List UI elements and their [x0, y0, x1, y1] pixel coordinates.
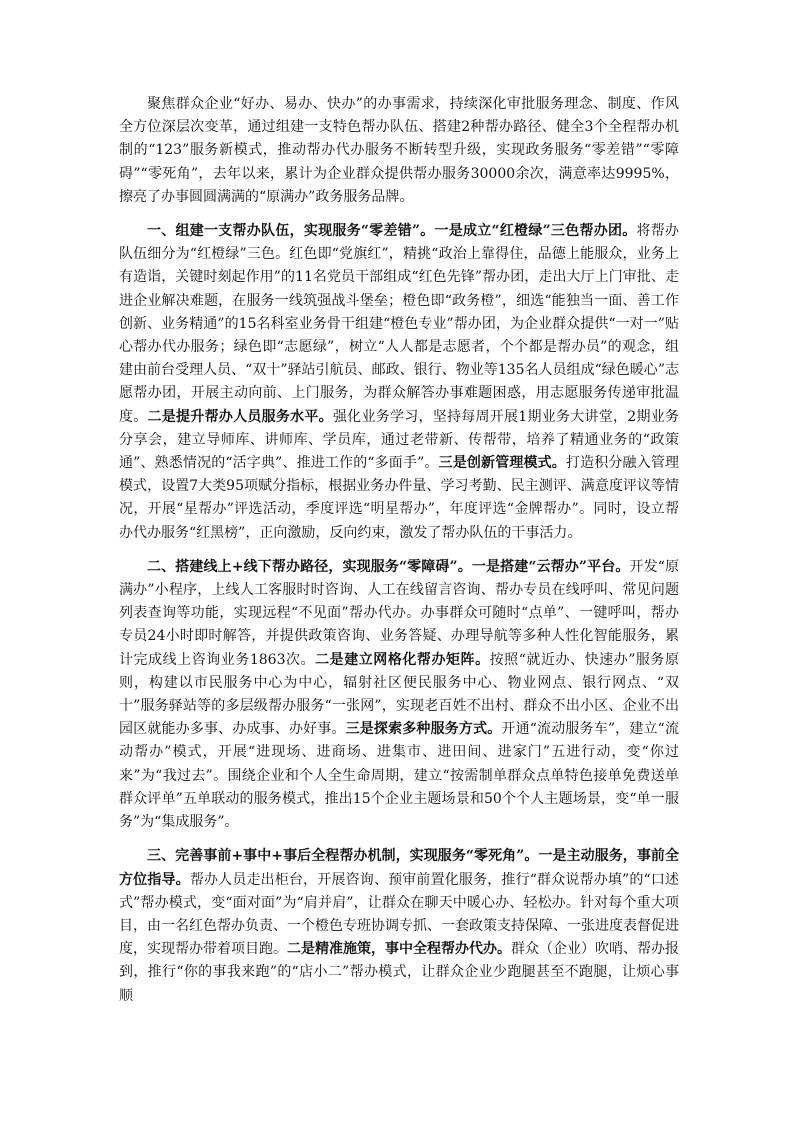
- text-run: 打造积分融入管理模式，设置7大类95项赋分指标，根据业务办件量、学习考勤、民主测评、满意度评议等情况，开展“星帮办”评选活动，季度评选“明星帮办”，年度评选“金牌帮办”。同时，设立帮办代办服务“红黑榜”，正向激励，反向约束，激发了帮办队伍的干事活力。: [119, 455, 680, 541]
- subsection-heading: 二是精准施策，事中全程帮办代办。: [287, 941, 511, 958]
- text-run: 开通“流动服务车”，建立“流动帮办”模式，开展“进现场、进商场、进集市、进田间、进家门”五进行动，变“你过来”为“我过去”。围绕企业和个人全生命周期，建立“按需制单群众点单特色接单免费送单群众评单”五单联动的服务模式，推出15个企业主题场景和50个个人主题场景，变“单一服务”为“集成服务”。: [119, 721, 679, 831]
- section-heading: 一、组建一支帮办队伍，实现服务“零差错”。一是成立“红橙绿”三色帮办团。: [147, 223, 637, 240]
- text-run: 帮办人员走出柜台，开展咨询、预审前置化服务，推行“群众说帮办填”的“口述式”帮办模式，变“面对面”为“肩并肩”，让群众在聊天中暖心办、轻松办。针对每个重大项目，由一名红色帮办负责、一个橙色专班协调专抓、一套政策支持保障、一张进度表督促进度，实现帮办带着项目跑。: [119, 871, 679, 958]
- text-run: 开发“原满办”小程序，上线人工客服时时咨询、人工在线留言咨询、帮办专员在线呼叫、常见问题列表查询等功能，实现远程“不见面”帮办代办。办事群众可随时“点单”、一键呼叫，帮办专员24小时即时解答，并提供政策咨询、业务答疑、办理导航等多种人性化智能服务，累计完成线上咨询业务1863次。: [119, 558, 679, 668]
- section-three-paragraph: [119, 845, 679, 1007]
- text-run: 按照“就近办、快速办”服务原则，构建以市民服务中心为中心，辐射社区便民服务中心、物业网点、银行网点、“双十”服务驿站等的多层级帮办服务“一张网”，实现老百姓不出村、群众不出小区、企业不出园区就能办多事、办成事、办好事。: [119, 651, 679, 738]
- section-heading: 三、完善事前+事中+事后全程帮办机制，实现服务“零死角”。一是主动服务，事前全方位指导。: [119, 848, 679, 888]
- subsection-heading: 二是提升帮办人员服务水平。: [147, 408, 333, 425]
- section-heading: 二、搭建线上+线下帮办路径，实现服务“零障碍”。一是搭建“云帮办”平台。: [147, 558, 630, 575]
- intro-paragraph: [119, 93, 679, 209]
- subsection-heading: 三是探索多种服务方式。: [345, 721, 502, 738]
- subsection-heading: 三是创新管理模式。: [438, 455, 566, 472]
- section-one-paragraph: [119, 220, 679, 545]
- section-two-paragraph: [119, 556, 679, 834]
- text-run: 聚焦群众企业“好办、易办、快办”的办事需求，持续深化审批服务理念、制度、作风全方位深层次变革，通过组建一支特色帮办队伍、搭建2种帮办路径、健全3个全程帮办机制的“123”服务新模式，推动帮办代办服务不断转型升级，实现政务服务“零差错”“零障碍”“零死角”，去年以来，累计为企业群众提供帮办服务30000余次，满意率达9995%，擦亮了办事圆圆满满的“原满办”政务服务品牌。: [119, 96, 679, 205]
- text-run: 强化业务学习，坚持每周开展1期业务大讲堂，2期业务分享会，建立导师库、讲师库、学员库，通过老带新、传帮带，培养了精通业务的“政策通”、熟悉情况的“活字典”、推进工作的“多面手”。: [119, 408, 679, 472]
- subsection-heading: 二是建立网格化帮办矩阵。: [315, 651, 490, 668]
- document-page: [119, 93, 679, 1008]
- text-run: 将帮办队伍细分为“红橙绿”三色。红色即“党旗红”，精挑“政治上靠得住，品德上能服众，业务上有造诣，关键时刻起作用”的11名党员干部组成“红色先锋”帮办团，走出大厅上门审批、走进企业解决难题，在服务一线筑强战斗堡垒；橙色即“政务橙”，细选“能独当一面、善工作创新、业务精通”的15名科室业务骨干组建“橙色专业”帮办团，为企业群众提供“一对一”贴心帮办代办服务；绿色即“志愿绿”，树立“人人都是志愿者，个个都是帮办员”的观念，组建由前台受理人员、“双十”驿站引航员、邮政、银行、物业等135名人员组成“绿色暖心”志愿帮办团，开展主动向前、上门服务，为群众解答办事难题困惑，用志愿服务传递审批温度。: [119, 223, 679, 425]
- text-run: 群众（企业）吹哨、帮办报到，推行“你的事我来跑”的“店小二”帮办模式，让群众企业少跑腿甚至不跑腿，让烦心事顺: [119, 941, 679, 1004]
